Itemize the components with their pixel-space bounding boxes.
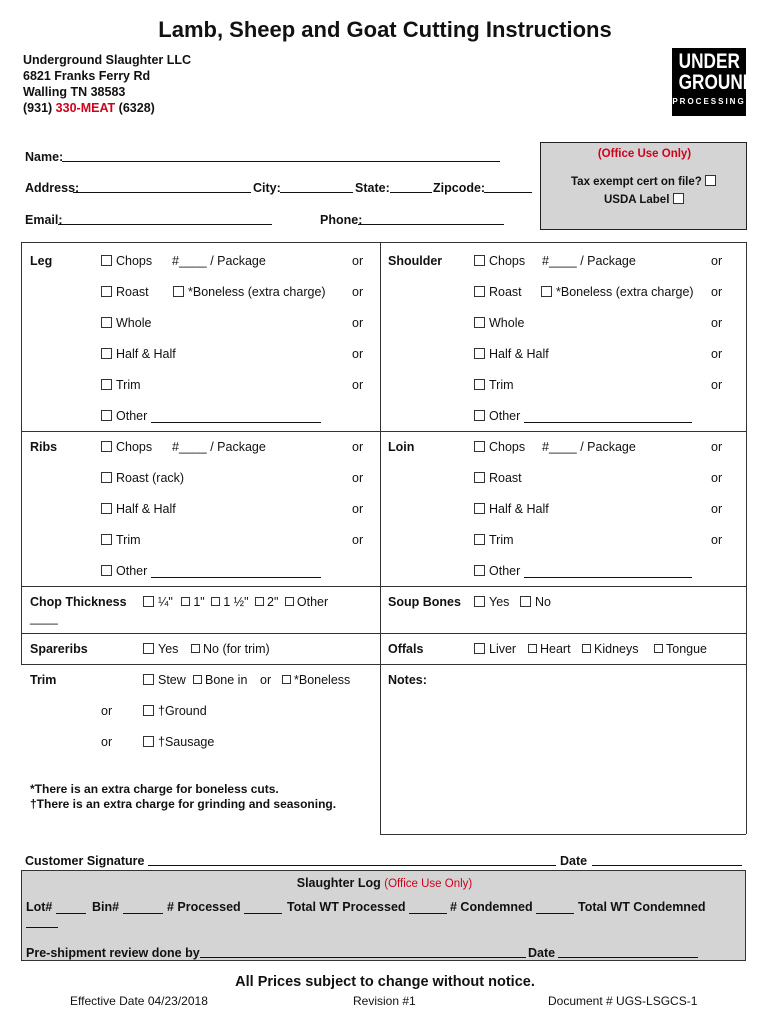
grid-right-line bbox=[746, 242, 747, 834]
usda-label: USDA Label bbox=[604, 193, 688, 206]
city-field[interactable] bbox=[280, 181, 353, 193]
processed-label: # Processed bbox=[167, 900, 282, 914]
trim-ground[interactable]: †Ground bbox=[143, 704, 207, 718]
thickness-options bbox=[143, 595, 328, 609]
name-field[interactable] bbox=[62, 150, 500, 162]
grid-line-spareribs bbox=[21, 633, 747, 634]
loin-trim[interactable]: Trim bbox=[474, 533, 514, 547]
phone-field[interactable] bbox=[358, 213, 504, 225]
loin-half-half[interactable]: Half & Half bbox=[474, 502, 549, 516]
spareribs-label: Spareribs bbox=[30, 642, 88, 656]
soup-bones-label: Soup Bones bbox=[388, 595, 461, 609]
preshipment-date-label: Date bbox=[528, 946, 556, 960]
loin-per-package: #____ / Package bbox=[542, 440, 636, 454]
thickness-one[interactable]: 1" bbox=[181, 595, 204, 609]
slaughter-log-title: Slaughter Log (Office Use Only) bbox=[296, 876, 473, 890]
or-text: or bbox=[711, 378, 723, 392]
trim-stew[interactable]: Stew bbox=[143, 673, 186, 687]
or-text: or bbox=[352, 347, 364, 361]
phone-label: Phone: bbox=[320, 213, 363, 227]
tax-exempt-label: Tax exempt cert on file? bbox=[571, 175, 720, 188]
total-condemned-label: Total WT Condemned bbox=[578, 900, 706, 914]
grid-top-line bbox=[21, 242, 747, 243]
name-label: Name: bbox=[25, 150, 64, 164]
underground-logo: UNDER GROUND PROCESSING bbox=[672, 48, 746, 116]
or-text: or bbox=[711, 502, 723, 516]
state-field[interactable] bbox=[390, 181, 432, 193]
leg-trim[interactable]: Trim bbox=[101, 378, 141, 392]
signature-date-label: Date bbox=[560, 854, 588, 868]
leg-half-half[interactable]: Half & Half bbox=[101, 347, 176, 361]
company-phone: (931) 330-MEAT (6328) bbox=[23, 101, 155, 115]
shoulder-trim[interactable]: Trim bbox=[474, 378, 514, 392]
city-label: City: bbox=[253, 181, 281, 195]
trim-sausage[interactable]: †Sausage bbox=[143, 735, 214, 749]
office-use-title: (Office Use Only) bbox=[597, 148, 692, 160]
slaughter-log-box bbox=[21, 870, 746, 961]
leg-chops[interactable]: Chops bbox=[101, 254, 152, 268]
loin-label: Loin bbox=[388, 440, 415, 454]
preshipment-date-field[interactable] bbox=[558, 946, 698, 958]
effective-date: Effective Date 04/23/2018 bbox=[70, 994, 208, 1008]
chop-thickness-blank: ____ bbox=[30, 611, 58, 625]
notes-label: Notes: bbox=[388, 673, 427, 687]
or-text: or bbox=[352, 440, 364, 454]
shoulder-label: Shoulder bbox=[388, 254, 443, 268]
grid-line-trim bbox=[21, 664, 747, 665]
or-text: or bbox=[352, 254, 364, 268]
loin-chops[interactable]: Chops bbox=[474, 440, 525, 454]
total-wt-label: Total WT Processed bbox=[287, 900, 447, 914]
ribs-chops[interactable]: Chops bbox=[101, 440, 152, 454]
or-text: or bbox=[352, 471, 364, 485]
or-text: or bbox=[711, 471, 723, 485]
zipcode-field[interactable] bbox=[484, 181, 532, 193]
thickness-one-half[interactable]: 1 ½" bbox=[211, 595, 248, 609]
preshipment-field[interactable] bbox=[200, 946, 526, 958]
spareribs-yes[interactable]: Yes bbox=[143, 642, 178, 656]
boneless-note: *There is an extra charge for boneless cuts. bbox=[30, 782, 279, 796]
office-use-box bbox=[540, 142, 747, 230]
ribs-per-package: #____ / Package bbox=[172, 440, 266, 454]
signature-field[interactable] bbox=[148, 854, 556, 866]
spareribs-no-trim[interactable]: No (for trim) bbox=[191, 642, 270, 656]
address-label: Address: bbox=[25, 181, 80, 195]
lot-label: Lot# bbox=[26, 900, 86, 914]
offals-kidneys[interactable]: Kidneys bbox=[582, 642, 638, 656]
page-title: Lamb, Sheep and Goat Cutting Instructions bbox=[158, 17, 612, 42]
or-text: or bbox=[711, 347, 723, 361]
offals-heart[interactable]: Heart bbox=[528, 642, 571, 656]
grid-left-line bbox=[21, 242, 22, 664]
email-field[interactable] bbox=[58, 213, 272, 225]
leg-per-package: #____ / Package bbox=[172, 254, 266, 268]
total-condemned-field[interactable] bbox=[26, 916, 58, 928]
grid-line-thickness bbox=[21, 586, 747, 587]
company-name: Underground Slaughter LLC bbox=[23, 53, 192, 67]
company-street: 6821 Franks Ferry Rd bbox=[23, 69, 151, 83]
shoulder-chops[interactable]: Chops bbox=[474, 254, 525, 268]
offals-tongue[interactable]: Tongue bbox=[654, 642, 707, 656]
or-text: or bbox=[352, 285, 364, 299]
email-label: Email: bbox=[25, 213, 63, 227]
shoulder-per-package: #____ / Package bbox=[542, 254, 636, 268]
soup-bones-no[interactable]: No bbox=[520, 595, 551, 609]
ribs-trim[interactable]: Trim bbox=[101, 533, 141, 547]
or-text: or bbox=[711, 254, 723, 268]
grinding-note: †There is an extra charge for grinding and seasoning. bbox=[30, 797, 337, 811]
or-text: or bbox=[260, 673, 272, 687]
address-field[interactable] bbox=[73, 181, 251, 193]
leg-roast[interactable]: Roast bbox=[101, 285, 149, 299]
chop-thickness-label: Chop Thickness bbox=[30, 595, 127, 609]
thickness-two[interactable]: 2" bbox=[255, 595, 278, 609]
or-text: or bbox=[711, 440, 723, 454]
shoulder-boneless[interactable]: *Boneless (extra charge) bbox=[541, 285, 694, 299]
state-label: State: bbox=[355, 181, 390, 195]
ribs-label: Ribs bbox=[30, 440, 58, 454]
soup-bones-yes[interactable]: Yes bbox=[474, 595, 509, 609]
signature-label: Customer Signature bbox=[25, 854, 145, 868]
price-notice: All Prices subject to change without notice. bbox=[235, 974, 535, 990]
signature-date-field[interactable] bbox=[592, 854, 742, 866]
tax-exempt-checkbox[interactable] bbox=[705, 175, 716, 186]
trim-bone-in[interactable]: Bone in bbox=[193, 673, 247, 687]
trim-boneless[interactable]: *Boneless bbox=[282, 673, 350, 687]
ribs-other[interactable]: Other bbox=[101, 564, 321, 578]
document-number: Document # UGS-LSGCS-1 bbox=[548, 994, 698, 1008]
zipcode-label: Zipcode: bbox=[433, 181, 486, 195]
or-text: or bbox=[101, 704, 113, 718]
shoulder-half-half[interactable]: Half & Half bbox=[474, 347, 549, 361]
shoulder-other[interactable]: Other bbox=[474, 409, 692, 423]
grid-center-line bbox=[380, 242, 381, 834]
usda-checkbox[interactable] bbox=[673, 193, 684, 204]
leg-label: Leg bbox=[30, 254, 53, 268]
company-info bbox=[23, 52, 191, 116]
ribs-roast-rack[interactable]: Roast (rack) bbox=[101, 471, 184, 485]
grid-line-ribs bbox=[21, 431, 747, 432]
offals-liver[interactable]: Liver bbox=[474, 642, 516, 656]
company-city: Walling TN 38583 bbox=[23, 85, 126, 99]
condemned-label: # Condemned bbox=[450, 900, 574, 914]
thickness-quarter[interactable]: ¼" bbox=[143, 595, 173, 609]
leg-boneless[interactable]: *Boneless (extra charge) bbox=[173, 285, 326, 299]
loin-roast[interactable]: Roast bbox=[474, 471, 522, 485]
offals-label: Offals bbox=[388, 642, 424, 656]
revision: Revision #1 bbox=[353, 994, 416, 1008]
loin-other[interactable]: Other bbox=[474, 564, 692, 578]
or-text: or bbox=[352, 502, 364, 516]
or-text: or bbox=[711, 533, 723, 547]
leg-other[interactable]: Other bbox=[101, 409, 321, 423]
shoulder-whole[interactable]: Whole bbox=[474, 316, 524, 330]
or-text: or bbox=[711, 316, 723, 330]
thickness-other[interactable]: Other bbox=[285, 595, 328, 609]
ribs-half-half[interactable]: Half & Half bbox=[101, 502, 176, 516]
shoulder-roast[interactable]: Roast bbox=[474, 285, 522, 299]
preshipment-label: Pre-shipment review done by bbox=[26, 946, 200, 960]
or-text: or bbox=[352, 533, 364, 547]
or-text: or bbox=[352, 316, 364, 330]
leg-whole[interactable]: Whole bbox=[101, 316, 151, 330]
bin-label: Bin# bbox=[92, 900, 163, 914]
trim-label: Trim bbox=[30, 673, 57, 687]
notes-bottom-line bbox=[380, 834, 746, 835]
or-text: or bbox=[352, 378, 364, 392]
or-text: or bbox=[711, 285, 723, 299]
or-text: or bbox=[101, 735, 113, 749]
